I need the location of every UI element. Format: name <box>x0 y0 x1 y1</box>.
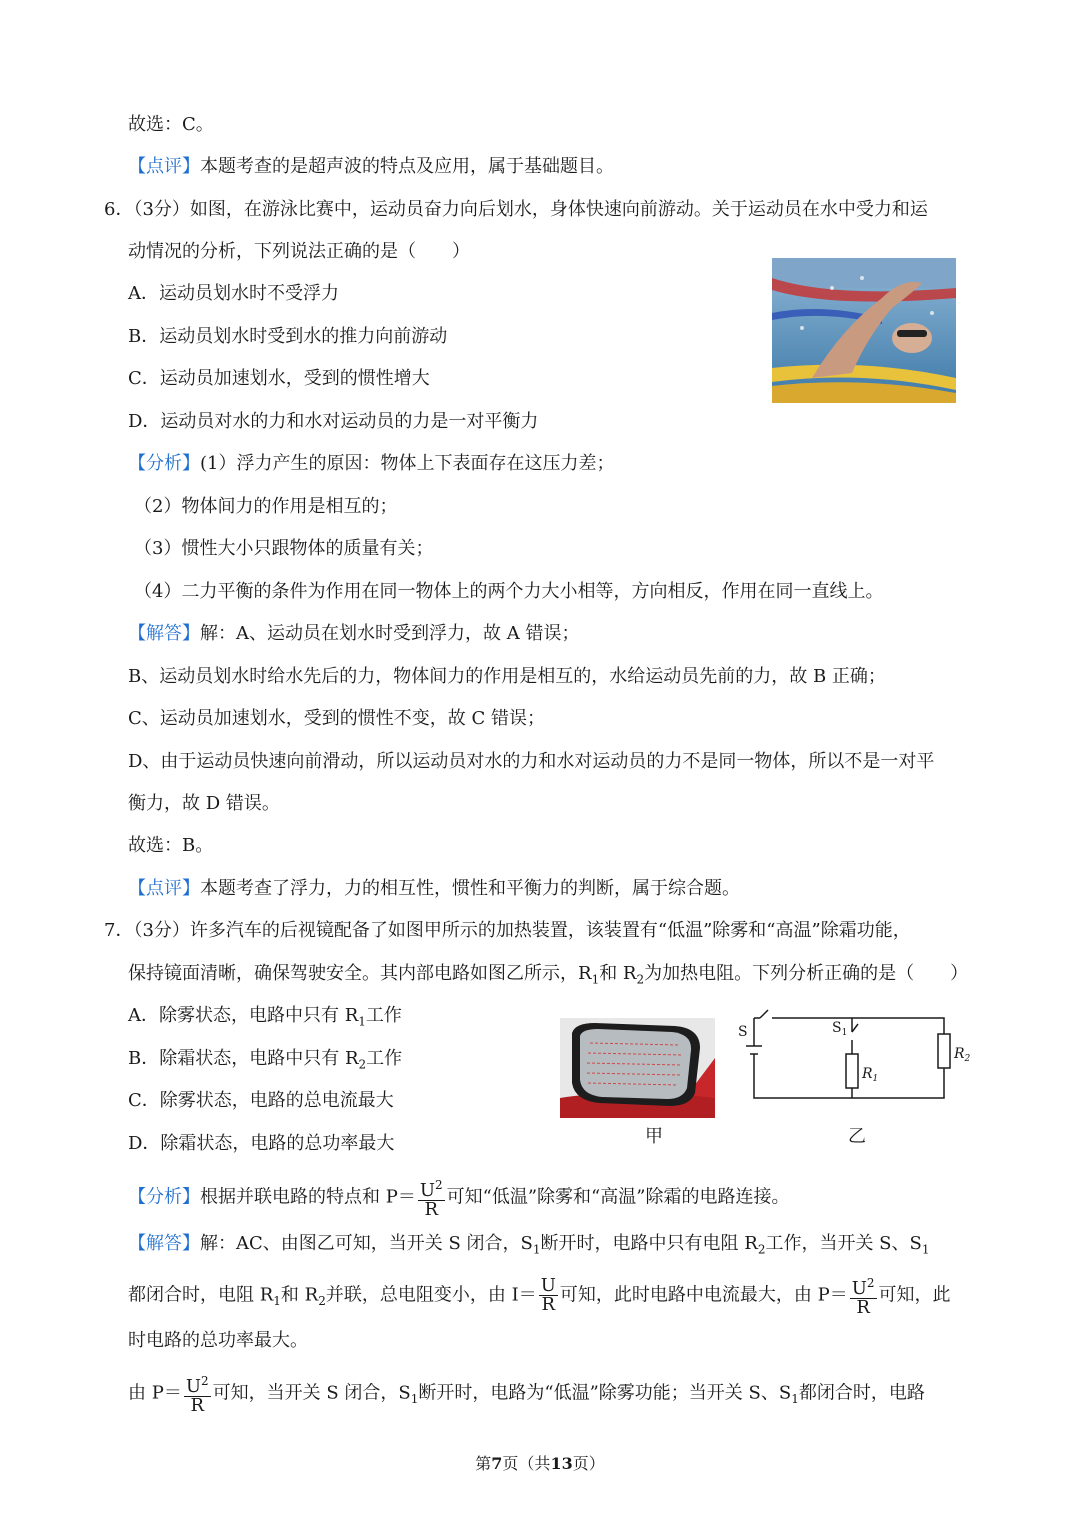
q6-solution-line5: 衡力，故 D 错误。 <box>128 793 280 814</box>
caption-jia: 甲 <box>645 1126 663 1147</box>
solution-text: 断开时，电路为“低温”除雾功能；当开关 S、S <box>418 1382 792 1404</box>
solution-text: 由 P＝ <box>128 1382 182 1404</box>
q7-option-c: C．除雾状态，电路的总电流最大 <box>128 1090 394 1111</box>
denominator: R <box>424 1199 439 1220</box>
analysis-text: (1）浮力产生的原因：物体上下表面存在这压力差； <box>200 453 615 474</box>
solution-text: 并联，总电阻变小，由 I＝ <box>325 1284 537 1306</box>
comment-tag: 【点评】 <box>128 156 200 177</box>
q7-option-b <box>128 1047 402 1077</box>
subscript: 1 <box>591 972 600 987</box>
q7-stem-text: 保持镜面清晰，确保驾驶安全。其内部电路如图乙所示，R <box>128 963 592 984</box>
option-text: 工作 <box>366 1048 403 1069</box>
q6-analysis-line4: （4）二力平衡的条件为作用在同一物体上的两个力大小相等，方向相反，作用在同一直线上。 <box>134 581 884 602</box>
numerator: U <box>851 1278 867 1299</box>
label-r2-main: R <box>954 1046 965 1062</box>
q7-solution-line3: 时电路的总功率最大。 <box>128 1330 308 1351</box>
solution-text: 可知，此时电路中电流最大，由 P＝ <box>559 1284 848 1306</box>
comment-q6 <box>128 877 740 901</box>
denominator: R <box>541 1294 556 1315</box>
q7-stem-text: 为加热电阻。下列分析正确的是（ ） <box>644 963 969 984</box>
q7-stem-line2 <box>128 962 968 992</box>
denominator: R <box>190 1395 205 1416</box>
formula-u2-over-r <box>850 1274 877 1317</box>
q6-option-c: C．运动员加速划水，受到的惯性增大 <box>128 368 430 389</box>
exponent: 2 <box>435 1178 443 1192</box>
label-s1-main: S <box>832 1020 842 1036</box>
q7-solution-line2 <box>128 1274 951 1319</box>
label-switch-s: S <box>738 1024 748 1040</box>
exponent: 2 <box>201 1374 209 1388</box>
option-text: 工作 <box>365 1005 402 1026</box>
answer-choice-q6: 故选：B。 <box>128 835 214 856</box>
answer-choice-q5: 故选：C。 <box>128 114 214 135</box>
q6-solution-line1 <box>128 622 579 646</box>
solution-text: 解：AC、由图乙可知，当开关 S 闭合，S <box>200 1233 533 1254</box>
denominator: R <box>856 1297 870 1318</box>
subscript: 1 <box>358 1014 366 1029</box>
q7-analysis <box>128 1176 789 1219</box>
caption-yi: 乙 <box>848 1126 866 1147</box>
swimmer-photo <box>772 258 956 403</box>
q6-option-b: B．运动员划水时受到水的推力向前游动 <box>128 326 448 347</box>
label-switch-s1 <box>832 1020 847 1038</box>
q6-option-d: D．运动员对水的力和水对运动员的力是一对平衡力 <box>128 411 539 432</box>
label-r2-sub: 2 <box>964 1054 971 1064</box>
analysis-tag: 【分析】 <box>128 453 200 474</box>
q7-solution-line1 <box>128 1232 929 1262</box>
solution-text: 和 R <box>280 1284 319 1306</box>
q6-analysis-line2: （2）物体间力的作用是相互的； <box>134 496 398 517</box>
analysis-text: 根据并联电路的特点和 P＝ <box>200 1186 416 1208</box>
subscript: 2 <box>757 1242 766 1257</box>
q7-option-a <box>128 1004 402 1034</box>
car-mirror-photo <box>560 1018 715 1118</box>
label-s1-sub: 1 <box>841 1028 848 1038</box>
subscript: 1 <box>410 1392 419 1407</box>
subscript: 2 <box>636 972 645 987</box>
label-r1-sub: 1 <box>872 1074 879 1084</box>
comment-text: 本题考查了浮力，力的相互性，惯性和平衡力的判断，属于综合题。 <box>200 878 740 899</box>
q7-option-d: D．除霜状态，电路的总功率最大 <box>128 1133 395 1154</box>
formula-u2-over-r <box>184 1372 211 1415</box>
formula-u2-over-r <box>418 1176 445 1219</box>
page-number: 7 <box>491 1454 503 1473</box>
subscript: 1 <box>273 1294 281 1309</box>
option-text: A．除雾状态，电路中只有 R <box>128 1005 359 1026</box>
solution-text: 断开时，电路中只有电阻 R <box>540 1233 758 1254</box>
footer-text: 第 <box>475 1454 492 1473</box>
solution-text: 可知，当开关 S 闭合，S <box>212 1382 411 1404</box>
subscript: 2 <box>358 1057 367 1072</box>
q7-stem-text: 和 R <box>599 963 637 984</box>
comment-tag: 【点评】 <box>128 878 200 899</box>
analysis-text: 可知“低温”除雾和“高温”除霜的电路连接。 <box>446 1186 790 1208</box>
exponent: 2 <box>866 1276 875 1290</box>
solution-text: 都闭合时，电路 <box>798 1382 925 1404</box>
solution-tag: 【解答】 <box>128 1233 200 1254</box>
solution-text: 工作，当开关 S、S <box>765 1233 922 1254</box>
circuit-diagram <box>734 1002 974 1112</box>
q6-analysis-line3: （3）惯性大小只跟物体的质量有关； <box>134 538 434 559</box>
q6-solution-line4: D、由于运动员快速向前滑动，所以运动员对水的力和水对运动员的力不是同一物体，所以不是一对平 <box>128 751 935 772</box>
total-pages: 13 <box>550 1454 573 1473</box>
numerator: U <box>540 1275 556 1296</box>
q6-stem-line2: 动情况的分析，下列说法正确的是（ ） <box>128 241 470 262</box>
subscript: 1 <box>921 1242 930 1257</box>
q6-stem-line1: 6．（3分）如图，在游泳比赛中，运动员奋力向后划水，身体快速向前游动。关于运动员在水中受力和运 <box>104 199 928 220</box>
option-text: B．除霜状态，电路中只有 R <box>128 1048 359 1069</box>
subscript: 2 <box>318 1294 326 1309</box>
comment-q5 <box>128 155 614 179</box>
analysis-tag: 【分析】 <box>128 1186 200 1208</box>
footer-text: 页（共 <box>502 1454 551 1473</box>
q6-option-a: A．运动员划水时不受浮力 <box>128 283 339 304</box>
label-r1 <box>861 1066 878 1084</box>
q7-stem-line1: 7．（3分）许多汽车的后视镜配备了如图甲所示的加热装置，该装置有“低温”除雾和“高温”除霜功能， <box>104 920 911 941</box>
q6-solution-line3: C、运动员加速划水，受到的惯性不变，故 C 错误； <box>128 708 545 729</box>
q6-solution-line2: B、运动员划水时给水先后的力，物体间力的作用是相互的，水给运动员先前的力，故 B 正确； <box>128 666 886 687</box>
formula-u-over-r <box>539 1277 558 1314</box>
solution-text: 都闭合时，电阻 R <box>128 1284 274 1306</box>
q6-analysis-line1 <box>128 452 614 476</box>
subscript: 1 <box>532 1242 541 1257</box>
page-footer <box>0 1452 1080 1476</box>
label-r2 <box>953 1046 971 1064</box>
comment-text: 本题考查的是超声波的特点及应用，属于基础题目。 <box>200 156 614 177</box>
subscript: 1 <box>791 1392 799 1407</box>
label-r1-main: R <box>862 1066 873 1082</box>
numerator: U <box>185 1376 202 1397</box>
solution-text: 解：A、运动员在划水时受到浮力，故 A 错误； <box>200 623 580 644</box>
footer-text: 页） <box>572 1454 605 1473</box>
solution-tag: 【解答】 <box>128 623 200 644</box>
solution-text: 可知，此 <box>878 1284 951 1306</box>
numerator: U <box>419 1180 436 1201</box>
q7-solution-line4 <box>128 1372 925 1417</box>
